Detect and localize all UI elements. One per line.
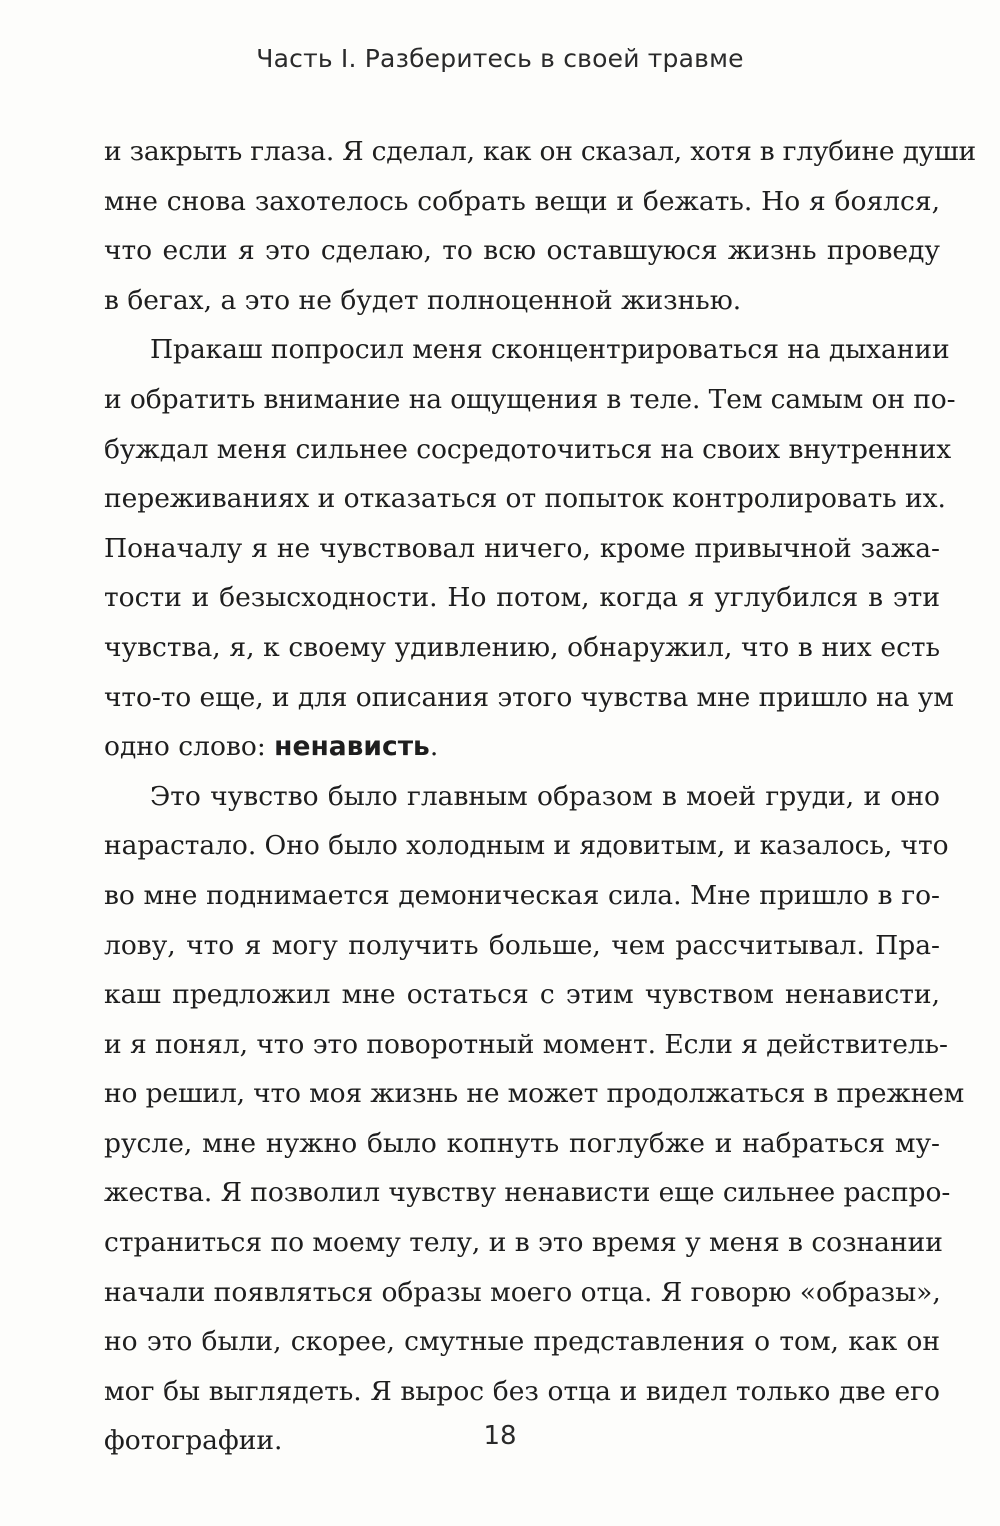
text-line: начали появляться образы моего отца. Я говорю «образы», [104,1276,941,1308]
text-line: тости и безысходности. Но потом, когда я углубился в эти [104,582,940,614]
text-fragment: одно слово: [104,731,275,763]
text-line: буждал меня сильнее сосредоточиться на своих внутренних [104,433,952,465]
text-line: переживаниях и отказаться от попыток контролировать их. [104,483,946,515]
text-line: каш предложил мне остаться с этим чувством ненависти, [104,979,940,1011]
text-line: фотографии. [104,1425,283,1457]
text-line: Это чувство было главным образом в моей груди, и оно [150,780,940,812]
text-line: нарастало. Оно было холодным и ядовитым, и казалось, что [104,830,949,862]
emphasis-word: ненависть [274,731,430,763]
text-line: Поначалу я не чувствовал ничего, кроме привычной зажа- [104,532,940,564]
text-line: и закрыть глаза. Я сделал, как он сказал, хотя в глубине души [104,136,976,167]
text-line: Пракаш попросил меня сконцентрироваться на дыхании [150,334,950,366]
body-text [104,127,976,1466]
text-line: во мне поднимается демоническая сила. Мне пришло в го- [104,879,940,911]
text-line-with-emphasis [104,722,940,772]
text-fragment: . [429,731,439,763]
text-line: мог бы выглядеть. Я вырос без отца и видел только две его [104,1375,940,1407]
text-line: лову, что я могу получить больше, чем рассчитывал. Пра- [104,929,940,961]
text-line: но решил, что моя жизнь не может продолжаться в прежнем [104,1078,965,1110]
text-line: в бегах, а это не будет полноценной жизнью. [104,284,742,316]
text-line: что если я это сделаю, то всю оставшуюся жизнь проведу [104,235,940,267]
text-line: но это были, скорее, смутные представления о том, как он [104,1326,940,1358]
text-line: что-то еще, и для описания этого чувства мне пришло на ум [104,681,954,713]
text-line: и обратить внимание на ощущения в теле. Тем самым он по- [104,383,956,415]
text-line: и я понял, что это поворотный момент. Если я действитель- [104,1028,948,1060]
page-number: 18 [483,1421,517,1451]
text-line: чувства, я, к своему удивлению, обнаружил, что в них есть [104,631,940,663]
running-header: Часть I. Разберитесь в своей травме [256,44,744,73]
text-line: русле, мне нужно было копнуть поглубже и набраться му- [104,1127,940,1159]
text-line: жества. Я позволил чувству ненависти еще сильнее распро- [104,1177,951,1209]
text-line: страниться по моему телу, и в это время у меня в сознании [104,1227,943,1259]
text-line: мне снова захотелось собрать вещи и бежать. Но я боялся, [104,185,940,217]
